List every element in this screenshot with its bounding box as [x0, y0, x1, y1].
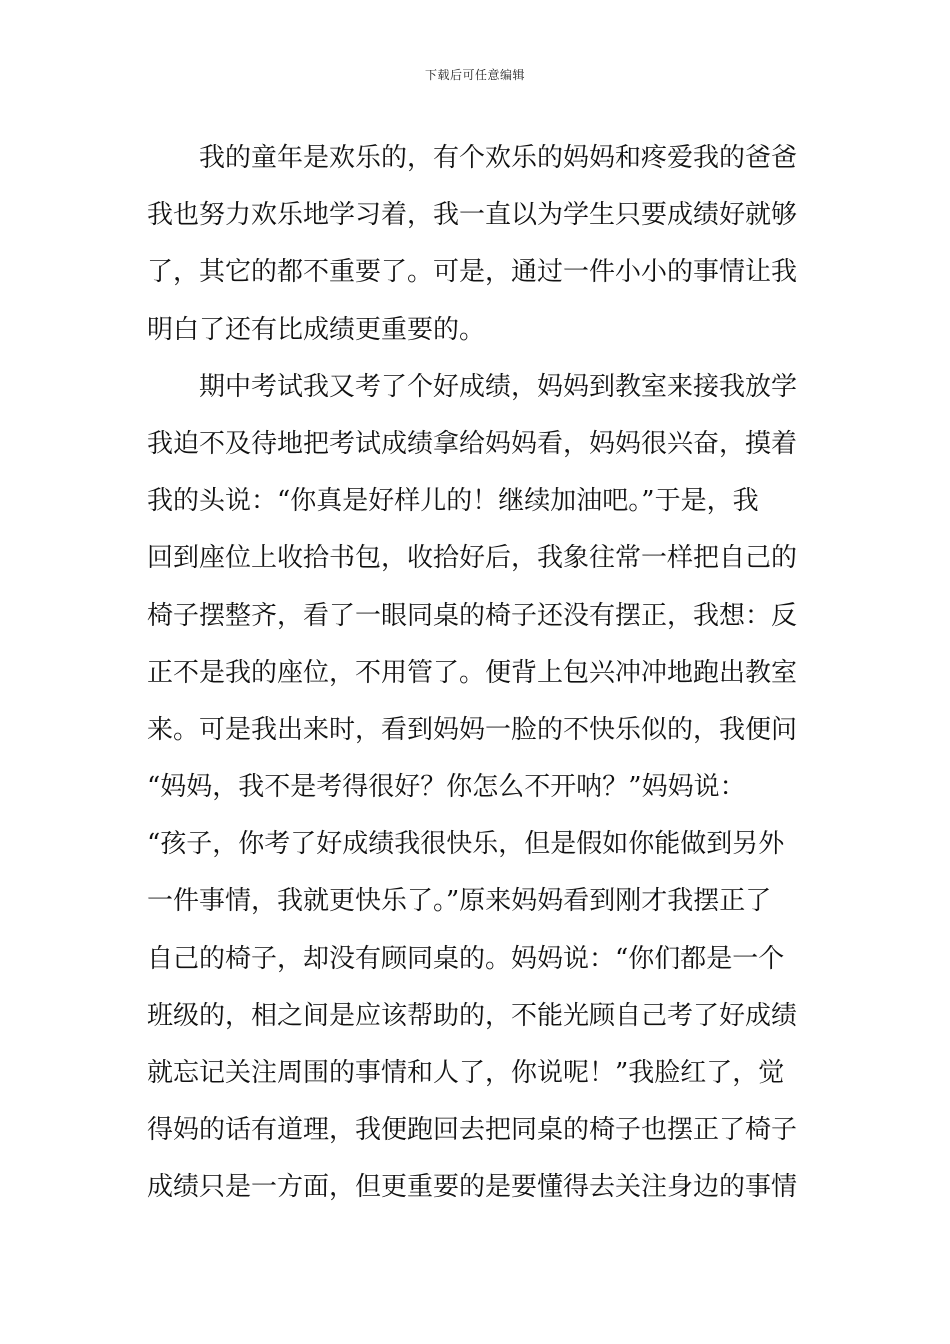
text-line: 得妈的话有道理，我便跑回去把同桌的椅子也摆正了椅子: [147, 1115, 798, 1146]
paragraph-1: [147, 130, 807, 359]
document-body: [147, 130, 807, 1217]
text-line: 班级的，相之间是应该帮助的，不能光顾自己考了好成绩: [147, 1000, 798, 1031]
text-line: 期中考试我又考了个好成绩，妈妈到教室来接我放学: [199, 371, 798, 402]
text-line: 就忘记关注周围的事情和人了，你说呢！”我脸红了，觉: [147, 1058, 785, 1088]
page-header: 下载后可任意编辑: [424, 68, 525, 82]
text-line: 成绩只是一方面，但更重要的是要懂得去关注身边的事情: [147, 1172, 798, 1203]
text-line: 一件事情，我就更快乐了。”原来妈妈看到刚才我摆正了: [147, 886, 772, 917]
text-line: 我的童年是欢乐的，有个欢乐的妈妈和疼爱我的爸爸: [199, 143, 798, 173]
text-line: 了，其它的都不重要了。可是，通过一件小小的事情让我: [147, 257, 798, 288]
text-line: 我的头说：“你真是好样儿的！继续加油吧。”于是，我: [147, 486, 759, 517]
text-line: “妈妈，我不是考得很好？你怎么不开呐？”妈妈说：: [147, 772, 746, 803]
text-line: 正不是我的座位，不用管了。便背上包兴冲冲地跑出教室: [147, 657, 798, 688]
text-line: “孩子，你考了好成绩我很快乐，但是假如你能做到另外: [147, 829, 785, 860]
text-line: 我迫不及待地把考试成绩拿给妈妈看，妈妈很兴奋，摸着: [147, 428, 798, 459]
text-line: 回到座位上收拾书包，收拾好后，我象往常一样把自己的: [147, 543, 798, 574]
text-line: 来。可是我出来时，看到妈妈一脸的不快乐似的，我便问: [147, 714, 798, 745]
text-line: 自己的椅子，却没有顾同桌的。妈妈说：“你们都是一个: [147, 943, 785, 974]
paragraph-2: [147, 359, 807, 1217]
text-line: 我也努力欢乐地学习着，我一直以为学生只要成绩好就够: [147, 200, 798, 231]
text-line: 明白了还有比成绩更重要的。: [147, 314, 486, 345]
text-line: 椅子摆整齐，看了一眼同桌的椅子还没有摆正，我想：反: [147, 600, 798, 631]
